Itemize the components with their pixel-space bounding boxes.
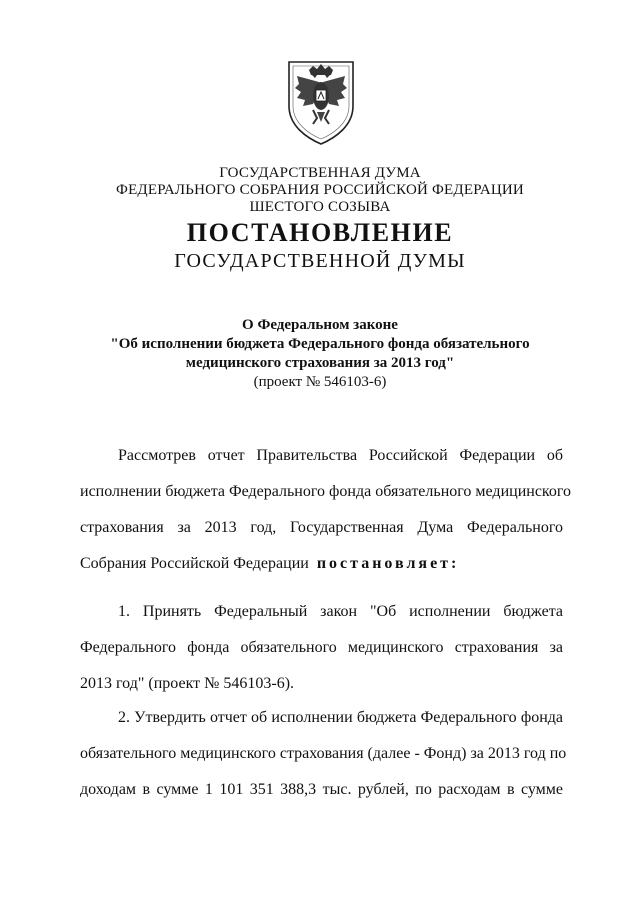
subject-line1: О Федеральном законе xyxy=(242,317,398,333)
item-1-paragraph xyxy=(80,594,563,702)
item-2-line: 2. Утвердить отчет об исполнении бюджета Федерального фонда xyxy=(118,709,563,726)
preamble-paragraph xyxy=(80,438,572,582)
document-type: ПОСТАНОВЛЕНИЕ xyxy=(186,218,454,247)
preamble-line: страхования за 2013 год, Государственная Дума Федерального xyxy=(80,519,563,536)
subject-line2: "Об исполнении бюджета Федерального фонда обязательного xyxy=(110,336,530,352)
org-name-line2: ФЕДЕРАЛЬНОГО СОБРАНИЯ РОССИЙСКОЙ ФЕДЕРАЦИИ xyxy=(116,182,524,198)
org-name-line1: ГОСУДАРСТВЕННАЯ ДУМА xyxy=(219,165,421,181)
decree-word: постановляет: xyxy=(316,555,460,572)
state-emblem-icon xyxy=(283,58,359,148)
item-2-line: обязательного медицинского страхования (далее - Фонд) за 2013 год по xyxy=(80,745,567,762)
convocation: ШЕСТОГО СОЗЫВА xyxy=(249,199,391,215)
item-1-line: 2013 год" (проект № 546103-6). xyxy=(80,675,295,692)
item-1-line: 1. Принять Федеральный закон "Об исполнении бюджета xyxy=(118,603,563,620)
preamble-text: Собрания Российской Федерации xyxy=(80,555,309,572)
item-1-line: Федерального фонда обязательного медицинского страхования за xyxy=(80,639,563,656)
item-2-line: доходам в сумме 1 101 351 388,3 тыс. рублей, по расходам в сумме xyxy=(80,781,563,798)
preamble-line: исполнении бюджета Федерального фонда обязательного медицинского xyxy=(80,483,572,500)
item-2-paragraph xyxy=(80,700,567,808)
project-number: (проект № 546103-6) xyxy=(253,374,387,390)
preamble-line: Рассмотрев отчет Правительства Российской Федерации об xyxy=(118,447,563,464)
document-issuer: ГОСУДАРСТВЕННОЙ ДУМЫ xyxy=(174,250,466,272)
preamble-line xyxy=(80,546,563,582)
subject-line3: медицинского страхования за 2013 год" xyxy=(185,355,455,371)
